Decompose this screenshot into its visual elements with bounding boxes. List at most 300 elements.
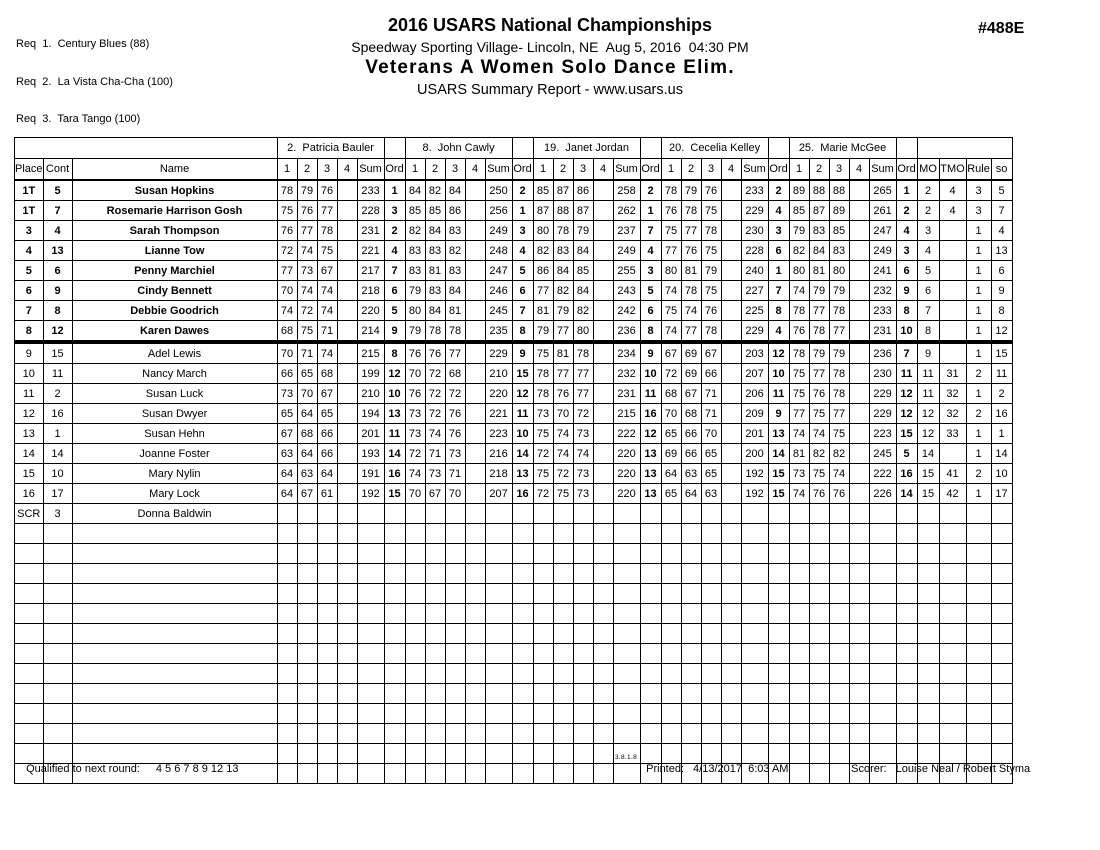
mo-cell <box>917 544 939 564</box>
score-cell <box>465 564 485 584</box>
rule-cell <box>966 644 991 664</box>
score-cell <box>317 504 337 524</box>
sum-cell: 217 <box>357 261 384 281</box>
ord-cell <box>384 644 405 664</box>
score-cell <box>405 624 425 644</box>
ord-cell: 3 <box>384 201 405 221</box>
score-cell: 84 <box>573 281 593 301</box>
sum-cell <box>869 704 896 724</box>
score-cell <box>465 444 485 464</box>
rule-cell: 1 <box>966 384 991 404</box>
score-cell: 73 <box>533 404 553 424</box>
score-cell <box>533 724 553 744</box>
place-cell: 13 <box>15 424 44 444</box>
name-cell <box>72 644 277 664</box>
score-cell <box>337 584 357 604</box>
score-cell: 74 <box>297 241 317 261</box>
score-cell: 82 <box>533 241 553 261</box>
score-cell <box>661 644 681 664</box>
ord-cell <box>384 764 405 784</box>
mo-cell <box>917 564 939 584</box>
empty-row <box>15 584 1013 604</box>
score-cell <box>533 544 553 564</box>
place-cell <box>15 564 44 584</box>
score-cell <box>593 544 613 564</box>
score-cell <box>337 484 357 504</box>
sum-cell: 220 <box>613 484 640 504</box>
score-cell <box>573 644 593 664</box>
score-cell <box>681 644 701 664</box>
sum-cell <box>613 704 640 724</box>
score-cell <box>681 724 701 744</box>
empty-row <box>15 624 1013 644</box>
score-cell <box>465 744 485 764</box>
championship-title: 2016 USARS National Championships <box>387 15 713 35</box>
score-cell <box>337 364 357 384</box>
score-cell: 80 <box>405 301 425 321</box>
score-cell <box>849 544 869 564</box>
score-cell: 75 <box>533 464 553 484</box>
score-cell: 77 <box>533 281 553 301</box>
score-cell <box>701 544 721 564</box>
col-header: Sum <box>357 159 384 181</box>
score-cell: 83 <box>829 241 849 261</box>
score-cell <box>593 664 613 684</box>
mo-cell: 15 <box>917 484 939 504</box>
score-cell <box>809 624 829 644</box>
sum-cell <box>869 624 896 644</box>
score-cell <box>661 544 681 564</box>
sum-cell <box>357 744 384 764</box>
score-cell <box>277 724 297 744</box>
score-cell <box>829 684 849 704</box>
ord-cell <box>896 564 917 584</box>
sum-cell: 237 <box>613 221 640 241</box>
score-cell: 72 <box>277 241 297 261</box>
score-cell <box>465 624 485 644</box>
ord-cell: 9 <box>384 321 405 343</box>
sum-cell <box>741 584 768 604</box>
ord-cell: 9 <box>896 281 917 301</box>
score-cell: 69 <box>681 364 701 384</box>
sum-cell: 199 <box>357 364 384 384</box>
place-cell: 1T <box>15 180 44 201</box>
place-cell: 10 <box>15 364 44 384</box>
score-cell: 73 <box>405 404 425 424</box>
ord-cell: 11 <box>640 384 661 404</box>
score-cell <box>337 684 357 704</box>
score-cell <box>553 564 573 584</box>
ord-cell: 2 <box>896 201 917 221</box>
cont-cell <box>43 724 72 744</box>
place-cell <box>15 624 44 644</box>
so-cell: 7 <box>991 201 1012 221</box>
ord-cell <box>640 644 661 664</box>
score-cell <box>593 464 613 484</box>
ord-cell <box>512 664 533 684</box>
sum-cell <box>869 584 896 604</box>
score-cell: 73 <box>277 384 297 404</box>
score-cell <box>721 484 741 504</box>
score-cell: 64 <box>277 464 297 484</box>
score-cell: 88 <box>829 180 849 201</box>
score-cell <box>681 604 701 624</box>
sum-cell: 226 <box>869 484 896 504</box>
score-cell <box>425 744 445 764</box>
score-cell: 74 <box>681 301 701 321</box>
score-cell <box>681 704 701 724</box>
score-cell: 81 <box>809 261 829 281</box>
score-cell <box>829 504 849 524</box>
so-cell: 8 <box>991 301 1012 321</box>
score-cell: 83 <box>445 221 465 241</box>
so-cell: 15 <box>991 342 1012 364</box>
score-cell <box>721 261 741 281</box>
score-cell <box>405 724 425 744</box>
tmo-cell: 4 <box>939 201 966 221</box>
score-cell: 78 <box>809 321 829 343</box>
score-cell: 80 <box>829 261 849 281</box>
sum-cell: 221 <box>357 241 384 261</box>
score-cell: 77 <box>317 201 337 221</box>
score-cell <box>661 624 681 644</box>
ord-cell <box>768 504 789 524</box>
tmo-cell <box>939 342 966 364</box>
score-cell <box>661 704 681 724</box>
sum-cell: 218 <box>485 464 512 484</box>
mo-cell <box>917 684 939 704</box>
cont-cell <box>43 624 72 644</box>
score-cell: 79 <box>829 342 849 364</box>
score-cell: 86 <box>573 180 593 201</box>
col-header: 2 <box>681 159 701 181</box>
score-cell <box>445 644 465 664</box>
cont-cell: 17 <box>43 484 72 504</box>
ord-cell <box>640 504 661 524</box>
score-cell <box>829 624 849 644</box>
score-cell: 78 <box>681 201 701 221</box>
ord-cell <box>384 664 405 684</box>
name-cell <box>72 524 277 544</box>
ord-cell: 11 <box>384 424 405 444</box>
ord-cell <box>640 724 661 744</box>
sum-cell: 229 <box>869 404 896 424</box>
score-cell: 77 <box>445 342 465 364</box>
score-cell <box>593 301 613 321</box>
col-header: TMO <box>939 159 966 181</box>
so-cell: 13 <box>991 241 1012 261</box>
score-cell: 64 <box>297 404 317 424</box>
tmo-cell <box>939 301 966 321</box>
score-cell: 81 <box>681 261 701 281</box>
so-cell <box>991 524 1012 544</box>
score-cell <box>849 464 869 484</box>
score-cell: 78 <box>701 321 721 343</box>
sum-cell: 228 <box>357 201 384 221</box>
ord-cell <box>512 744 533 764</box>
sum-cell <box>613 624 640 644</box>
score-cell: 66 <box>277 364 297 384</box>
score-cell: 75 <box>277 201 297 221</box>
score-cell: 74 <box>425 424 445 444</box>
score-cell: 75 <box>701 201 721 221</box>
score-cell <box>789 684 809 704</box>
score-cell <box>445 524 465 544</box>
score-cell: 81 <box>789 444 809 464</box>
score-cell: 71 <box>701 404 721 424</box>
judge-header: 2. Patricia Bauler <box>277 138 384 159</box>
score-cell <box>593 342 613 364</box>
score-cell <box>593 524 613 544</box>
score-cell: 71 <box>317 321 337 343</box>
score-cell <box>721 404 741 424</box>
name-cell <box>72 584 277 604</box>
empty-row <box>15 644 1013 664</box>
score-cell <box>337 724 357 744</box>
score-cell <box>573 544 593 564</box>
score-cell: 81 <box>445 301 465 321</box>
score-cell: 72 <box>533 484 553 504</box>
sum-cell <box>357 604 384 624</box>
col-header: Sum <box>869 159 896 181</box>
score-cell: 87 <box>553 180 573 201</box>
ord-cell <box>384 544 405 564</box>
score-cell: 84 <box>425 221 445 241</box>
sum-cell: 223 <box>485 424 512 444</box>
mo-cell: 6 <box>917 281 939 301</box>
score-cell: 78 <box>829 301 849 321</box>
score-cell: 87 <box>533 201 553 221</box>
score-cell <box>661 564 681 584</box>
score-cell <box>317 524 337 544</box>
sum-cell: 214 <box>357 321 384 343</box>
sum-cell <box>869 664 896 684</box>
sum-cell <box>485 604 512 624</box>
score-cell <box>405 704 425 724</box>
score-cell <box>425 664 445 684</box>
qualified-label: Qualified to next round: <box>26 763 140 775</box>
empty-row <box>15 564 1013 584</box>
score-cell <box>297 524 317 544</box>
sum-cell: 250 <box>485 180 512 201</box>
score-cell: 86 <box>445 201 465 221</box>
so-cell: 1 <box>991 424 1012 444</box>
score-cell: 78 <box>277 180 297 201</box>
score-cell <box>317 704 337 724</box>
score-cell: 87 <box>573 201 593 221</box>
rule-cell: 3 <box>966 180 991 201</box>
score-cell <box>553 624 573 644</box>
score-cell: 84 <box>553 261 573 281</box>
score-cell: 84 <box>445 180 465 201</box>
ord-cell: 9 <box>640 342 661 364</box>
sum-cell: 240 <box>741 261 768 281</box>
ord-cell: 15 <box>768 464 789 484</box>
ord-cell <box>512 524 533 544</box>
score-cell <box>297 744 317 764</box>
ord-cell: 2 <box>384 221 405 241</box>
sum-cell <box>357 564 384 584</box>
sum-cell <box>485 624 512 644</box>
score-cell <box>277 564 297 584</box>
score-cell: 78 <box>661 180 681 201</box>
so-cell <box>991 724 1012 744</box>
cont-cell: 5 <box>43 180 72 201</box>
score-cell <box>465 764 485 784</box>
sum-cell <box>485 744 512 764</box>
sum-cell: 233 <box>869 301 896 321</box>
score-cell: 76 <box>661 201 681 221</box>
rule-cell: 1 <box>966 342 991 364</box>
sum-cell: 200 <box>741 444 768 464</box>
sum-cell <box>485 684 512 704</box>
place-cell <box>15 604 44 624</box>
score-cell <box>553 524 573 544</box>
scorer-value: Louise Neal / Robert Styma <box>895 763 1031 775</box>
score-cell <box>317 664 337 684</box>
score-cell <box>593 624 613 644</box>
ord-cell: 2 <box>512 180 533 201</box>
score-cell: 74 <box>553 444 573 464</box>
score-cell <box>849 724 869 744</box>
score-cell: 76 <box>297 201 317 221</box>
rule-cell: 1 <box>966 241 991 261</box>
score-cell <box>661 524 681 544</box>
score-cell: 76 <box>425 342 445 364</box>
score-cell: 75 <box>317 241 337 261</box>
score-cell: 67 <box>317 261 337 281</box>
name-cell <box>72 664 277 684</box>
sum-cell <box>613 664 640 684</box>
tmo-cell <box>939 664 966 684</box>
sum-cell <box>485 524 512 544</box>
place-cell: 9 <box>15 342 44 364</box>
sum-cell: 231 <box>357 221 384 241</box>
sum-cell: 247 <box>485 261 512 281</box>
score-cell <box>445 744 465 764</box>
sum-cell: 249 <box>613 241 640 261</box>
score-cell: 76 <box>701 180 721 201</box>
score-cell: 77 <box>829 404 849 424</box>
tmo-cell: 4 <box>939 180 966 201</box>
score-cell: 84 <box>405 180 425 201</box>
score-cell: 80 <box>573 321 593 343</box>
mo-cell <box>917 604 939 624</box>
rule-cell: 1 <box>966 444 991 464</box>
score-cell <box>297 604 317 624</box>
score-cell <box>317 684 337 704</box>
score-cell <box>425 624 445 644</box>
score-cell <box>809 584 829 604</box>
score-cell: 76 <box>405 342 425 364</box>
score-cell: 79 <box>809 281 829 301</box>
score-cell <box>405 684 425 704</box>
mo-cell <box>917 664 939 684</box>
score-cell <box>337 464 357 484</box>
sum-cell <box>613 764 640 784</box>
score-cell <box>405 664 425 684</box>
score-cell <box>721 644 741 664</box>
name-cell: Penny Marchiel <box>72 261 277 281</box>
so-cell: 4 <box>991 221 1012 241</box>
sum-cell <box>613 724 640 744</box>
name-cell <box>72 564 277 584</box>
score-cell <box>789 744 809 764</box>
so-cell: 2 <box>991 384 1012 404</box>
name-cell: Susan Hopkins <box>72 180 277 201</box>
mo-cell: 14 <box>917 444 939 464</box>
score-cell: 78 <box>533 364 553 384</box>
ord-cell: 10 <box>512 424 533 444</box>
score-cell <box>317 644 337 664</box>
table-row <box>15 321 1013 343</box>
score-cell <box>317 564 337 584</box>
score-cell: 78 <box>829 384 849 404</box>
score-cell: 83 <box>425 241 445 261</box>
score-cell <box>553 664 573 684</box>
sum-cell <box>357 704 384 724</box>
score-cell: 74 <box>317 281 337 301</box>
score-cell <box>465 704 485 724</box>
ord-cell <box>512 644 533 664</box>
sum-cell <box>357 524 384 544</box>
score-cell <box>337 261 357 281</box>
sum-cell: 247 <box>869 221 896 241</box>
score-cell <box>849 424 869 444</box>
mo-cell <box>917 584 939 604</box>
ord-cell <box>512 544 533 564</box>
sum-cell: 241 <box>869 261 896 281</box>
name-cell: Donna Baldwin <box>72 504 277 524</box>
sum-cell: 223 <box>869 424 896 444</box>
score-cell: 80 <box>661 261 681 281</box>
score-cell: 78 <box>425 321 445 343</box>
score-cell <box>533 664 553 684</box>
score-cell: 78 <box>553 221 573 241</box>
sum-cell <box>485 764 512 784</box>
score-cell: 78 <box>317 221 337 241</box>
mo-cell <box>917 704 939 724</box>
rule-cell: 1 <box>966 221 991 241</box>
name-cell <box>72 684 277 704</box>
ord-cell: 14 <box>512 444 533 464</box>
score-cell: 76 <box>277 221 297 241</box>
ord-cell <box>640 564 661 584</box>
score-cell <box>661 604 681 624</box>
score-cell: 67 <box>277 424 297 444</box>
score-cell: 63 <box>277 444 297 464</box>
score-cell <box>465 524 485 544</box>
sum-cell: 249 <box>869 241 896 261</box>
score-cell <box>337 321 357 343</box>
col-header: Ord <box>640 159 661 181</box>
ord-cell <box>512 604 533 624</box>
judge-header: 25. Marie McGee <box>789 138 896 159</box>
tmo-cell <box>939 704 966 724</box>
score-cell <box>701 684 721 704</box>
place-cell: 6 <box>15 281 44 301</box>
score-cell: 77 <box>553 321 573 343</box>
requirement-line: Req 2. La Vista Cha-Cha (100) <box>16 75 173 88</box>
score-cell: 65 <box>701 464 721 484</box>
score-cell <box>465 504 485 524</box>
name-cell: Rosemarie Harrison Gosh <box>72 201 277 221</box>
score-cell: 85 <box>405 201 425 221</box>
sum-cell <box>357 664 384 684</box>
cont-cell: 6 <box>43 261 72 281</box>
score-cell: 72 <box>553 464 573 484</box>
software-version: 3.8.1.8 <box>615 754 637 761</box>
